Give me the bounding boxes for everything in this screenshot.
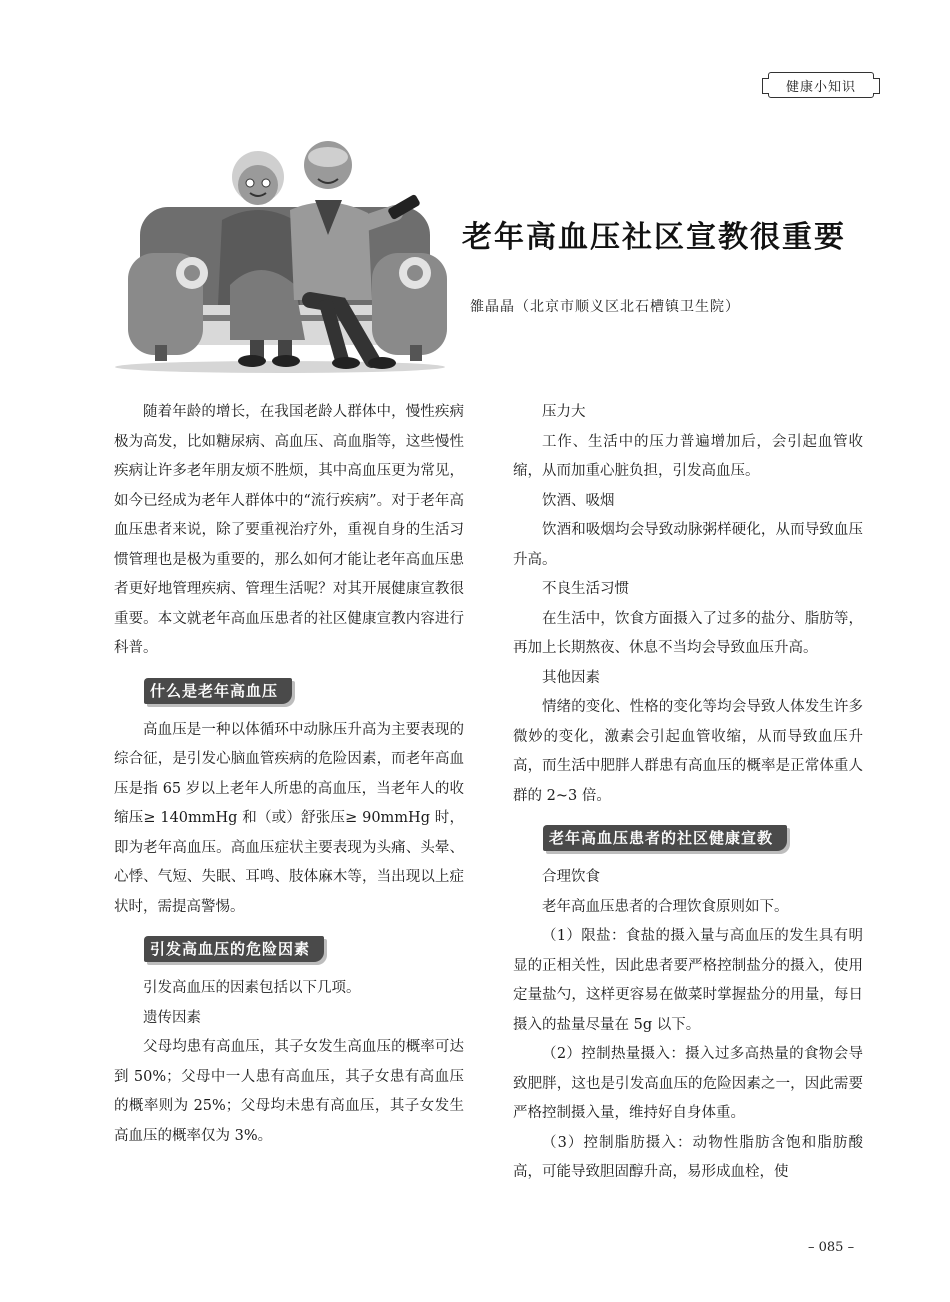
intro-paragraph: 随着年龄的增长，在我国老龄人群体中，慢性疾病极为高发，比如糖尿病、高血压、高血脂等，这些慢性疾病让许多老年朋友烦不胜烦，其中高血压更为常见，如今已经成为老年人群体中的“流行疾病”。对于老年高血压患者来说，除了要重视治疗外，重视自身的生活习惯管理也是极为重要的，那么如何才能让老年高血压患者更好地管理疾病、管理生活呢？对其开展健康宣教很重要。本文就老年高血压患者的社区健康宣教内容进行科普。 — [114, 404, 464, 656]
definition-paragraph: 高血压是一种以体循环中动脉压升高为主要表现的综合征，是引发心脑血管疾病的危险因素，而老年高血压是指 65 岁以上老年人所患的高血压，当老年人的收缩压≥ 140mmHg 和（或）舒张压≥ 90mmHg 时，即为老年高血压。高血压症状主要表现为头痛、头晕、心悸、气短、失眠、耳鸣、肢体麻木等，当出现以上症状时，需提高警惕。 — [114, 721, 464, 915]
drink-paragraph: 饮酒和吸烟均会导致动脉粥样硬化，从而导致血压升高。 — [513, 522, 863, 568]
diet-item-2: （2）控制热量摄入：摄入过多高热量的食物会导致肥胖，这也是引发高血压的危险因素之一，因此需要严格控制摄入量，维持好自身体重。 — [513, 1046, 863, 1121]
genetic-paragraph: 父母均患有高血压，其子女发生高血压的概率可达到 50%；父母中一人患有高血压，其子女患有高血压的概率则为 25%；父母均未患有高血压，其子女发生高血压的概率仅为 3%。 — [114, 1039, 464, 1144]
diet-item-1: （1）限盐：食盐的摄入量与高血压的发生具有明显的正相关性，因此患者要严格控制盐分的摄入，使用定量盐勺，这样更容易在做菜时掌握盐分的用量，每日摄入的盐量尽量在 5g 以下。 — [513, 928, 863, 1033]
diet-item-3: （3）控制脂肪摄入：动物性脂肪含饱和脂肪酸高，可能导致胆固醇升高，易形成血栓，使 — [513, 1134, 863, 1180]
drink-subtitle: 饮酒、吸烟 — [542, 492, 615, 509]
habit-subtitle: 不良生活习惯 — [542, 581, 629, 597]
category-tag: 健康小知识 — [768, 72, 874, 98]
elderly-couple-sofa-illustration — [110, 135, 450, 380]
author-line: 雒晶晶（北京市顺义区北石槽镇卫生院） — [470, 299, 740, 315]
left-column — [114, 398, 464, 1151]
pressure-subtitle: 压力大 — [542, 404, 586, 420]
pressure-paragraph: 工作、生活中的压力普遍增加后，会引起血管收缩，从而加重心脏负担，引发高血压。 — [513, 433, 863, 479]
risk-intro: 引发高血压的因素包括以下几项。 — [143, 980, 361, 996]
right-column — [513, 398, 863, 1188]
section-heading-community-education: 老年高血压患者的社区健康宣教 — [543, 825, 787, 851]
genetic-subtitle: 遗传因素 — [143, 1009, 201, 1026]
section-heading-what-is: 什么是老年高血压 — [144, 678, 292, 704]
diet-intro: 老年高血压患者的合理饮食原则如下。 — [542, 898, 789, 915]
other-subtitle: 其他因素 — [542, 669, 600, 686]
other-paragraph: 情绪的变化、性格的变化等均会导致人体发生许多微妙的变化，激素会引起血管收缩，从而导致血压升高，而生活中肥胖人群患有高血压的概率是正常体重人群的 2~3 倍。 — [513, 699, 863, 804]
habit-paragraph: 在生活中，饮食方面摄入了过多的盐分、脂肪等，再加上长期熬夜、休息不当均会导致血压升高。 — [513, 610, 863, 656]
section-heading-risk-factors: 引发高血压的危险因素 — [144, 936, 324, 962]
diet-subtitle: 合理饮食 — [542, 869, 600, 885]
page-number: – 085 – — [808, 1240, 855, 1255]
article-title: 老年高血压社区宣教很重要 — [462, 220, 846, 255]
